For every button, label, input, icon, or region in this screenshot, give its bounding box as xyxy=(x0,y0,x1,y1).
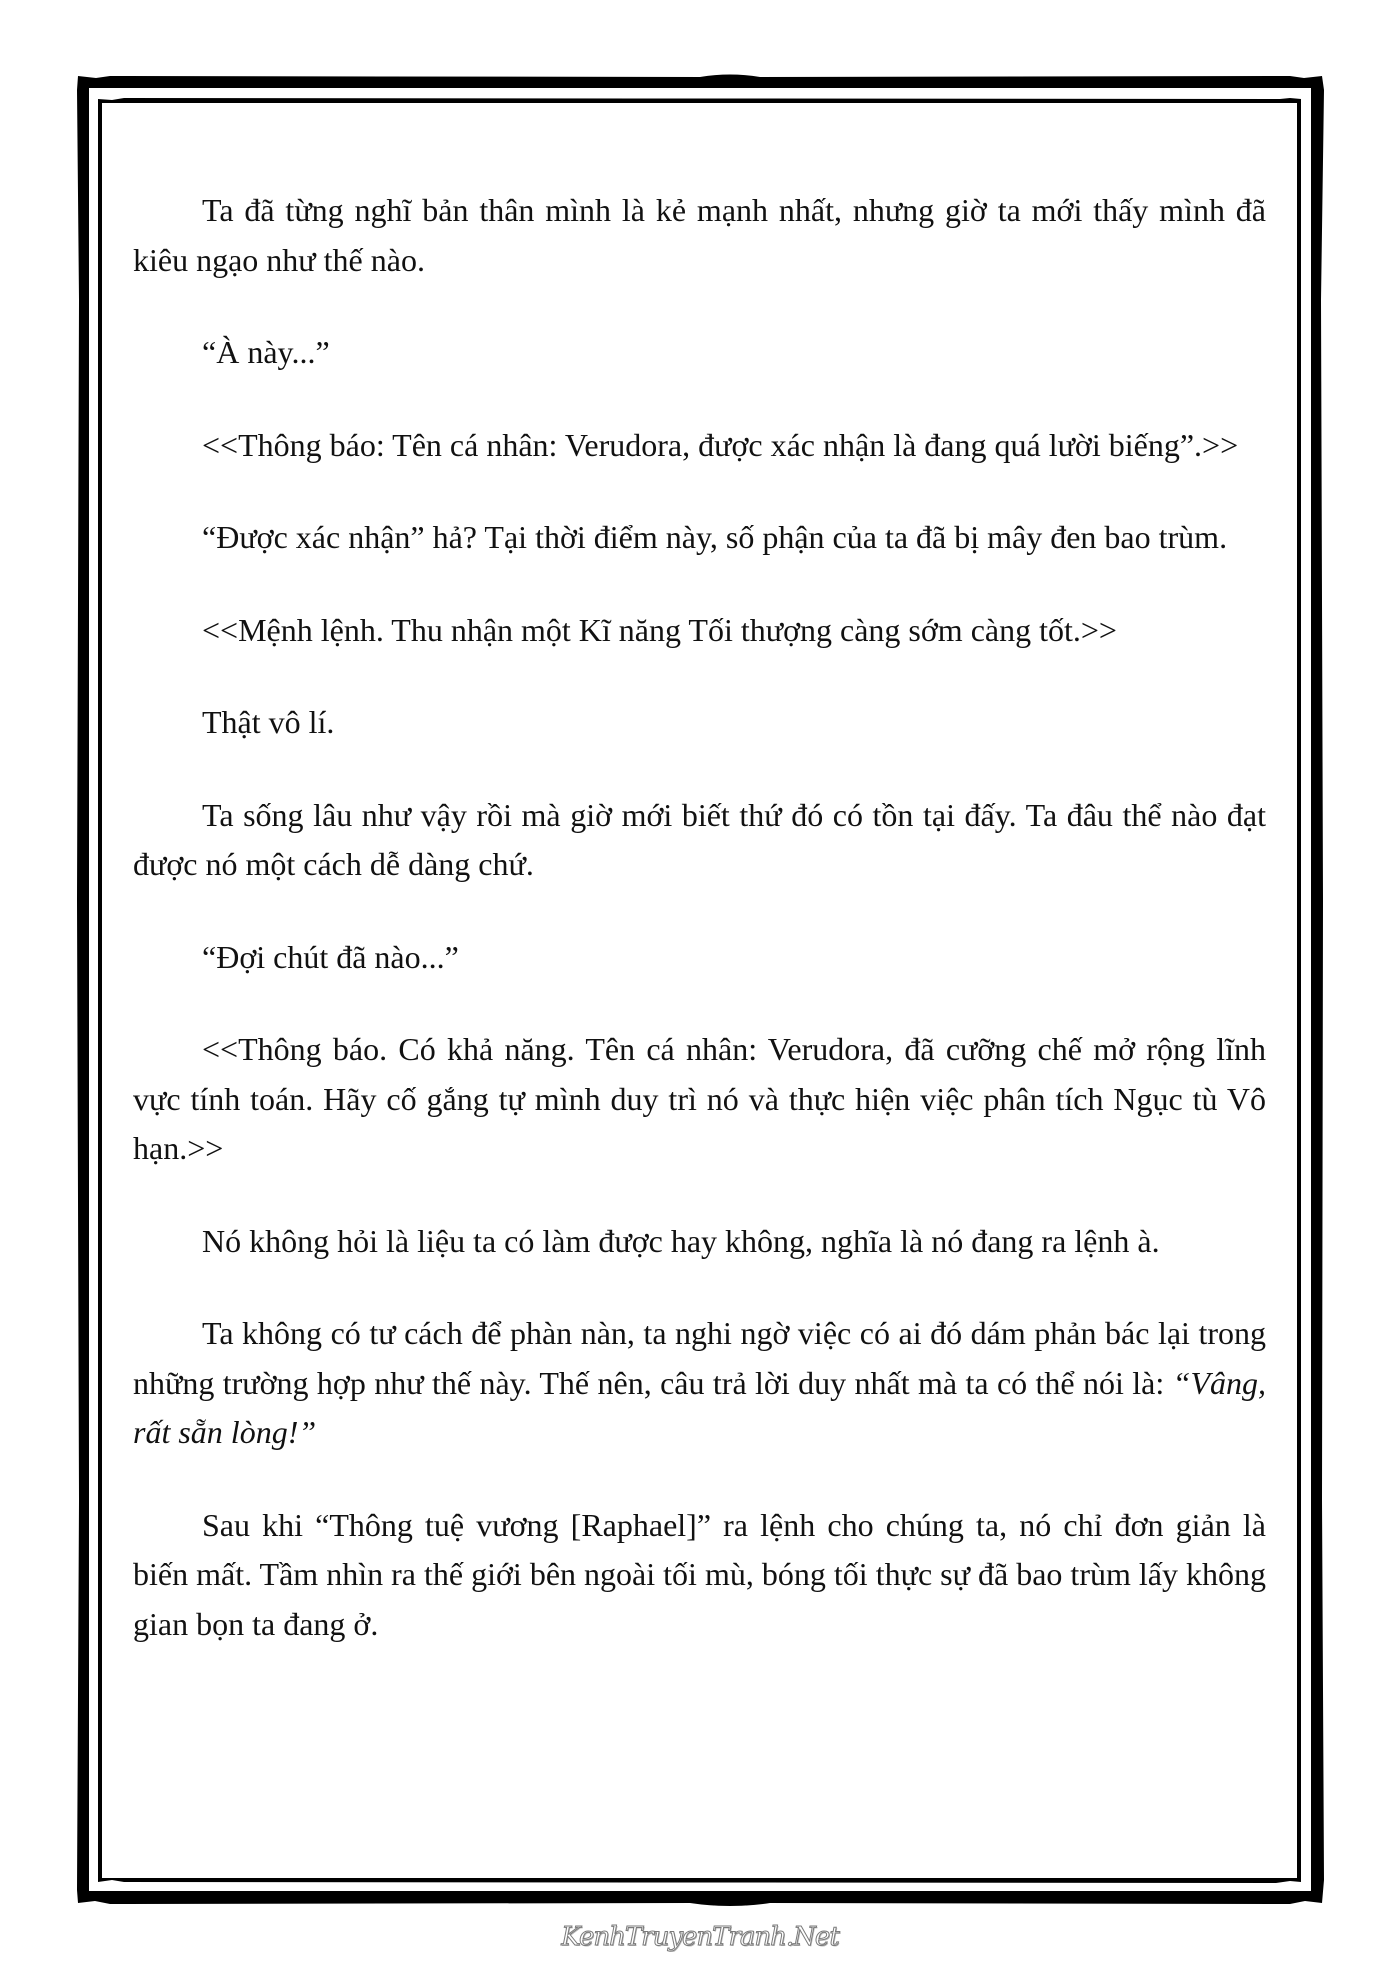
paragraph: Ta sống lâu như vậy rồi mà giờ mới biết thứ đó có tồn tại đấy. Ta đâu thể nào đạt được nó một cách dễ dàng chứ. xyxy=(133,796,1266,882)
paragraph: Thật vô lí. xyxy=(202,704,335,740)
paragraph-dialogue: “À này...” xyxy=(202,334,330,370)
site-watermark: KenhTruyenTranh.Net xyxy=(561,1922,839,1952)
paragraph xyxy=(133,1309,1266,1458)
paragraph-system-message: <<Thông báo: Tên cá nhân: Verudora, được xác nhận là đang quá lười biếng”.>> xyxy=(202,426,1239,463)
paragraph: “Được xác nhận” hả? Tại thời điểm này, số phận của ta đã bị mây đen bao trùm. xyxy=(202,519,1228,555)
document-body xyxy=(133,186,1266,1692)
paragraph: Sau khi “Thông tuệ vương [Raphael]” ra lệnh cho chúng ta, nó chỉ đơn giản là biến mất. Tầm nhìn ra thế giới bên ngoài tối mù, bóng tối thực sự đã bao trùm lấy không gian bọn ta đang ở. xyxy=(133,1506,1266,1642)
italic-quote: “Vâng, rất sẵn lòng!” xyxy=(133,1364,1266,1450)
paragraph-system-message: <<Mệnh lệnh. Thu nhận một Kĩ năng Tối thượng càng sớm càng tốt.>> xyxy=(202,611,1117,648)
paragraph-dialogue: “Đợi chút đã nào...” xyxy=(202,938,459,975)
paragraph-text: Ta không có tư cách để phàn nàn, ta nghi ngờ việc có ai đó dám phản bác lại trong những trường hợp như thế này. Thế nên, câu trả lời duy nhất mà ta có thể nói là: xyxy=(133,1315,1266,1401)
paragraph: Ta đã từng nghĩ bản thân mình là kẻ mạnh nhất, nhưng giờ ta mới thấy mình đã kiêu ngạo như thế nào. xyxy=(133,192,1266,278)
paragraph: Nó không hỏi là liệu ta có làm được hay không, nghĩa là nó đang ra lệnh à. xyxy=(202,1222,1160,1259)
paragraph-system-message: <<Thông báo. Có khả năng. Tên cá nhân: Verudora, đã cưỡng chế mở rộng lĩnh vực tính toán. Hãy cố gắng tự mình duy trì nó và thực hiện việc phân tích Ngục tù Vô hạn.>> xyxy=(133,1031,1266,1166)
